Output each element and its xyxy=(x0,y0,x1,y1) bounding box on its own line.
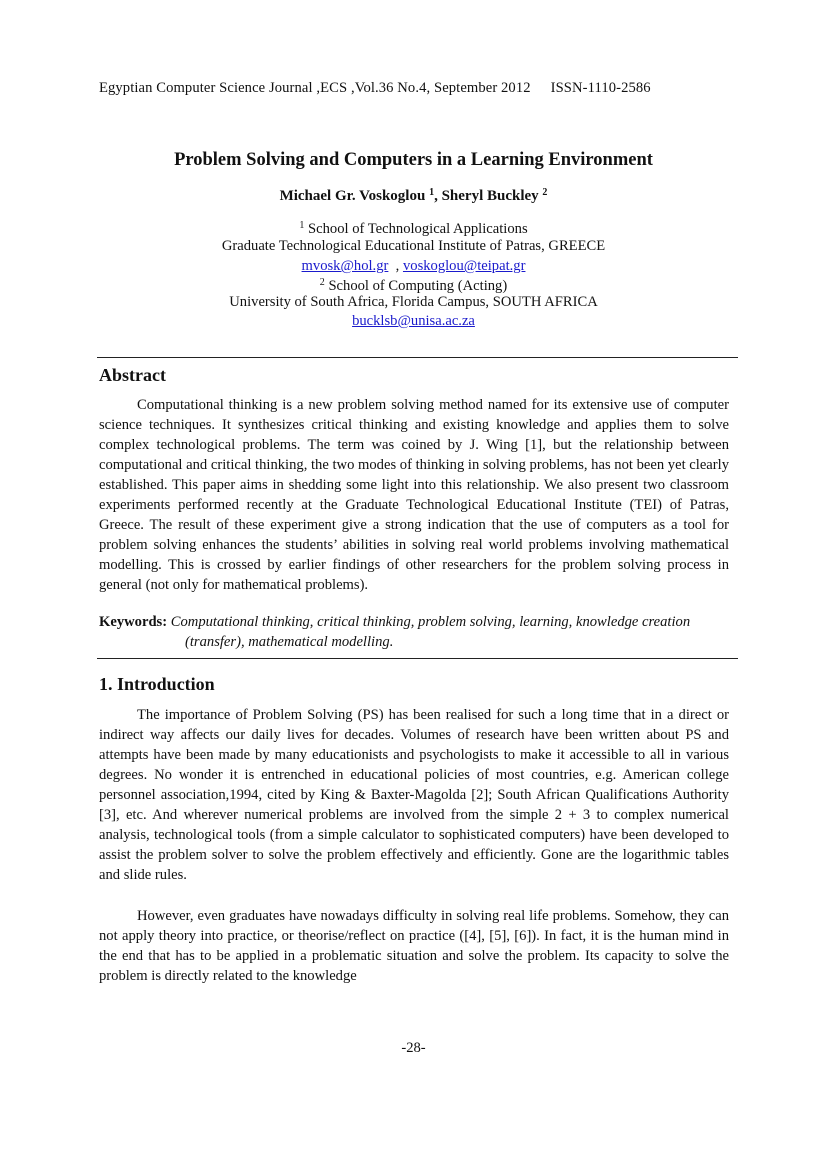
introduction-paragraph-2: However, even graduates have nowadays difficulty in solving real life problems. Somehow, they can not apply theory into practice, or theorise/reflect on practice ([4], [5], [6]). In fact, it is the human mind in the end that has to be applied in a problematic situation and solve the problem. Its capacity to solve the problem is directly related to the knowledge xyxy=(99,908,729,984)
abstract-text: Computational thinking is a new problem solving method named for its extensive use of computer science techniques. It synthesizes critical thinking and existing knowledge and applies them to solve complex technological problems. The term was coined by J. Wing [1], but the relationship between computational and critical thinking, the two modes of thinking in solving problems, has not been yet clearly established. This paper aims in shedding some light into this relationship. We also present two classroom experiments performed recently at the Graduate Technological Educational Institute (TEI) of Patras, Greece. The result of these experiment give a strong indication that the use of computers as a tool for problem solving enhances the students’ abilities in solving real world problems involving mathematical modelling. This is crossed by earlier findings of other researchers for the problem solving process in general (not only for mathematical problems). xyxy=(99,397,729,593)
author-line xyxy=(0,187,827,205)
journal-citation: Egyptian Computer Science Journal ,ECS ,Vol.36 No.4, September 2012 xyxy=(99,80,531,96)
affiliation-text: School of Computing (Acting) xyxy=(328,278,508,294)
author-name: Sheryl Buckley xyxy=(441,188,539,204)
affiliation-1-line-2: Graduate Technological Educational Institute of Patras, GREECE xyxy=(221,238,606,254)
divider xyxy=(97,658,738,659)
author-name: Michael Gr. Voskoglou xyxy=(279,188,426,204)
affiliation-mark: 1 xyxy=(299,220,305,231)
affiliation-2-line-2: University of South Africa, Florida Campus, SOUTH AFRICA xyxy=(229,294,598,310)
author-separator: , xyxy=(434,188,442,204)
keywords-text: Computational thinking, critical thinking, problem solving, learning, knowledge creation xyxy=(170,614,691,630)
issn-label: ISSN-1110-2586 xyxy=(550,80,651,96)
email-link[interactable]: bucklsb@unisa.ac.za xyxy=(352,313,475,329)
affiliation-text: School of Technological Applications xyxy=(308,221,528,237)
keywords-line-1 xyxy=(99,612,731,632)
email-link[interactable]: mvosk@hol.gr xyxy=(301,258,389,274)
abstract-heading: Abstract xyxy=(99,365,166,385)
email-link[interactable]: voskoglou@teipat.gr xyxy=(402,258,526,274)
running-header xyxy=(99,80,651,97)
keywords-block xyxy=(99,612,731,652)
introduction-heading: 1. Introduction xyxy=(99,674,215,694)
email-separator: , xyxy=(388,258,403,274)
keywords-line-2: (transfer), mathematical modelling. xyxy=(185,634,394,650)
author-affiliation-mark: 1 xyxy=(429,187,435,198)
paper-title: Problem Solving and Computers in a Learning Environment xyxy=(174,150,653,170)
introduction-paragraph-1: The importance of Problem Solving (PS) has been realised for such a long time that in a direct or indirect way affects our daily lives for decades. Volumes of research have been written about PS and attempts have been made by many educationists and psychologists to make it accessible to all in various degrees. No wonder it is entrenched in educational policies of most countries, e.g. American college personnel association,1994, cited by King & Baxter-Magolda [2]; South African Qualifications Authority [3], etc. And wherever numerical problems are involved from the simple 2 + 3 to complex numerical analysis, technological tools (from a simple calculator to sophisticated computers) have been developed to assist the problem solver to solve the problem effectively and efficiently. Gone are the logarithmic tables and slide rules. xyxy=(99,707,729,883)
affiliation-mark: 2 xyxy=(319,277,325,288)
author-affiliation-mark: 2 xyxy=(542,187,548,198)
affiliation-2-email xyxy=(0,311,827,331)
page-number: -28- xyxy=(401,1040,426,1056)
divider xyxy=(97,357,738,358)
keywords-label: Keywords: xyxy=(99,614,168,630)
